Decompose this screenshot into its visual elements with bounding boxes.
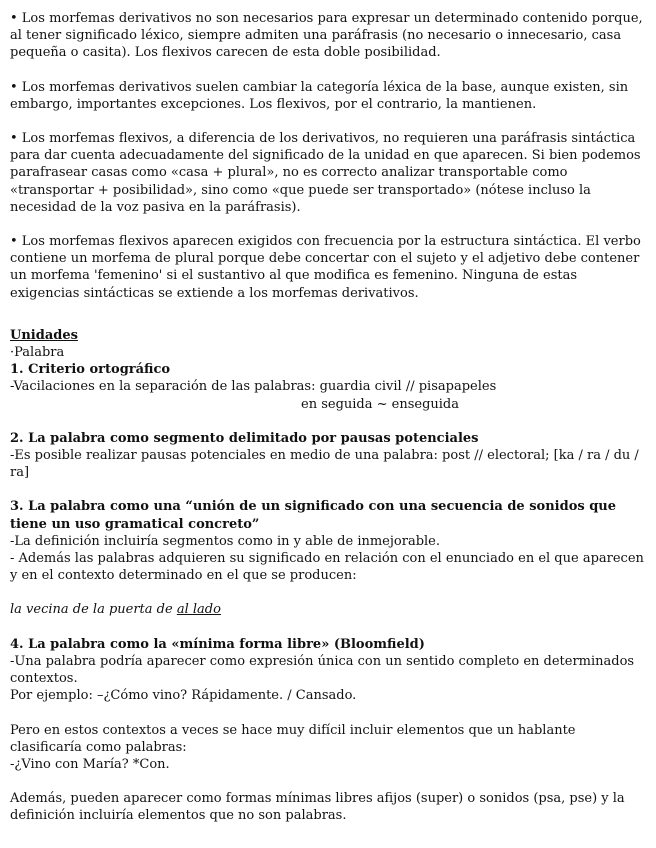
example-text: la vecina de la puerta de: [10, 602, 177, 618]
section-3-line-2: - Además las palabras adquieren su significado en relación con el enunciado en el que aparecen y en el contexto determinado en el que se producen:: [10, 551, 644, 584]
section-3-example: [10, 601, 646, 618]
section-4-paragraph-2: Pero en estos contextos a veces se hace muy difícil incluir elementos que un hablante clasificaría como palabras:: [10, 722, 576, 755]
section-1-title: 1. Criterio ortográfico: [10, 362, 171, 378]
bullet-syntactic-requirement: • Los morfemas flexivos aparecen exigidos con frecuencia por la estructura sintáctica. El verbo contiene un morfema de plural porque debe concertar con el sujeto y el adjetivo debe contener un morfema 'femenino' si el sustantivo al que modifica es femenino. Ninguna de estas exigencias sintácticas se extiende a los morfemas derivativos.: [10, 234, 641, 301]
section-1-line: -Vacilaciones en la separación de las palabras: guardia civil // pisapapeles: [10, 379, 497, 395]
document-page: [10, 10, 646, 825]
bullet-derivational-paraphrase: • Los morfemas derivativos no son necesarios para expresar un determinado contenido porque, al tener significado léxico, siempre admiten una paráfrasis (no necesario o innecesario, casa pequeña o casita). Los flexivos carecen de esta doble posibilidad.: [10, 11, 643, 61]
section-4-line-1: -Una palabra podría aparecer como expresión única con un sentido completo en determinados contextos.: [10, 653, 635, 687]
section-2-title: 2. La palabra como segmento delimitado por pausas potenciales: [10, 430, 479, 446]
units-heading: Unidades: [10, 327, 78, 343]
section-4-title: 4. La palabra como la «mínima forma libre» (Bloomfield): [10, 636, 425, 652]
example-underlined: al lado: [176, 602, 221, 618]
section-3-line-1: -La definición incluiría segmentos como in y able de inmejorable.: [10, 533, 440, 549]
bullet-syntactic-paraphrase: • Los morfemas flexivos, a diferencia de los derivativos, no requieren una paráfrasis sintáctica para dar cuenta adecuadamente del significado de la unidad en que aparecen. Si bien podemos parafrasear casas como «casa + plural», no es correcto analizar transportable como «transportar + posibilidad», sino como «que puede ser transportado» (nótese incluso la necesidad de la voz pasiva en la paráfrasis).: [10, 131, 641, 215]
section-3-title: 3. La palabra como una “unión de un significado con una secuencia de sonidos que tiene un uso gramatical concreto”: [10, 499, 617, 532]
section-4-line-2: Por ejemplo: –¿Cómo vino? Rápidamente. / Cansado.: [10, 688, 357, 704]
section-4-example: -¿Vino con María? *Con.: [10, 756, 170, 772]
units-subheading: ·Palabra: [10, 345, 65, 361]
section-2-line: -Es posible realizar pausas potenciales en medio de una palabra: post // electoral; [ka / ra / du / ra]: [10, 448, 639, 481]
bullet-lexical-category: • Los morfemas derivativos suelen cambiar la categoría léxica de la base, aunque existen, sin embargo, importantes excepciones. Los flexivos, por el contrario, la mantienen.: [10, 79, 629, 112]
section-4-paragraph-3: Además, pueden aparecer como formas mínimas libres afijos (super) o sonidos (psa, pse) y la definición incluiría elementos que no son palabras.: [10, 791, 625, 824]
section-1-example: en seguida ~ enseguida: [301, 396, 459, 412]
